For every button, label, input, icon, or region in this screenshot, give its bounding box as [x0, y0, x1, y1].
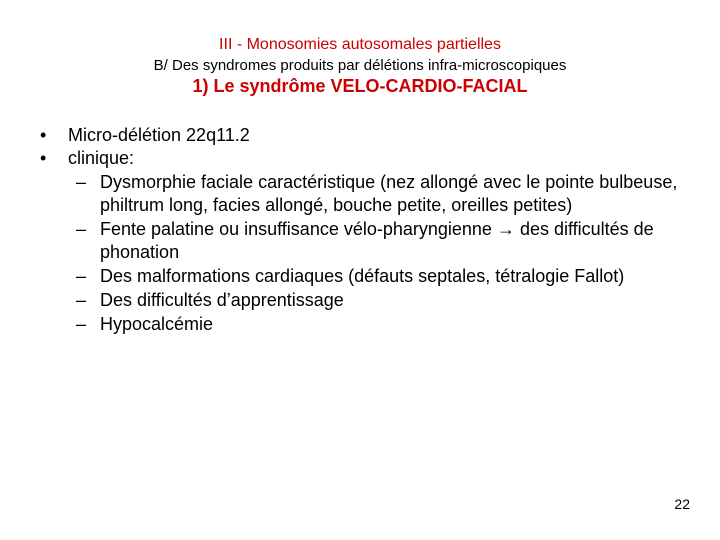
sub-item-dysmorphie [40, 171, 680, 217]
dash-icon: – [76, 314, 87, 334]
sub-item-text: Dysmorphie faciale caractéristique (nez allongé avec le pointe bulbeuse, philtrum long, facies allongé, bouche petite, oreilles petites) [100, 172, 678, 215]
sub-item-fente-palatine [40, 218, 680, 264]
bullet-icon: • [40, 148, 47, 168]
sub-item-apprentissage [40, 289, 680, 312]
sub-item-text: Fente palatine ou insuffisance vélo-pharyngienne → des difficultés de phonation [100, 219, 654, 262]
slide-title: 1) Le syndrôme VELO-CARDIO-FACIAL [192, 76, 528, 96]
dash-icon: – [76, 172, 87, 192]
subsection-title: B/ Des syndromes produits par délétions infra-microscopiques [153, 57, 567, 74]
sub-item-text: Des difficultés d’apprentissage [100, 290, 344, 310]
clinical-sublist [40, 171, 680, 336]
content-list [40, 124, 680, 337]
sub-item-text: Hypocalcémie [100, 314, 214, 334]
dash-icon: – [76, 266, 87, 286]
bullet-item-clinique [40, 147, 680, 170]
section-title: III - Monosomies autosomales partielles [219, 36, 501, 53]
dash-icon: – [76, 290, 87, 310]
bullet-icon: • [40, 125, 47, 145]
sub-item-malformations [40, 265, 680, 288]
bullet-text: clinique: [68, 148, 135, 168]
sub-item-text: Des malformations cardiaques (défauts septales, tétralogie Fallot) [100, 266, 625, 286]
dash-icon: – [76, 219, 87, 239]
page-number: 22 [674, 496, 690, 512]
sub-item-hypocalcemie [40, 313, 680, 336]
bullet-text: Micro-délétion 22q11.2 [68, 125, 250, 145]
bullet-item-microdeletion [40, 124, 680, 147]
